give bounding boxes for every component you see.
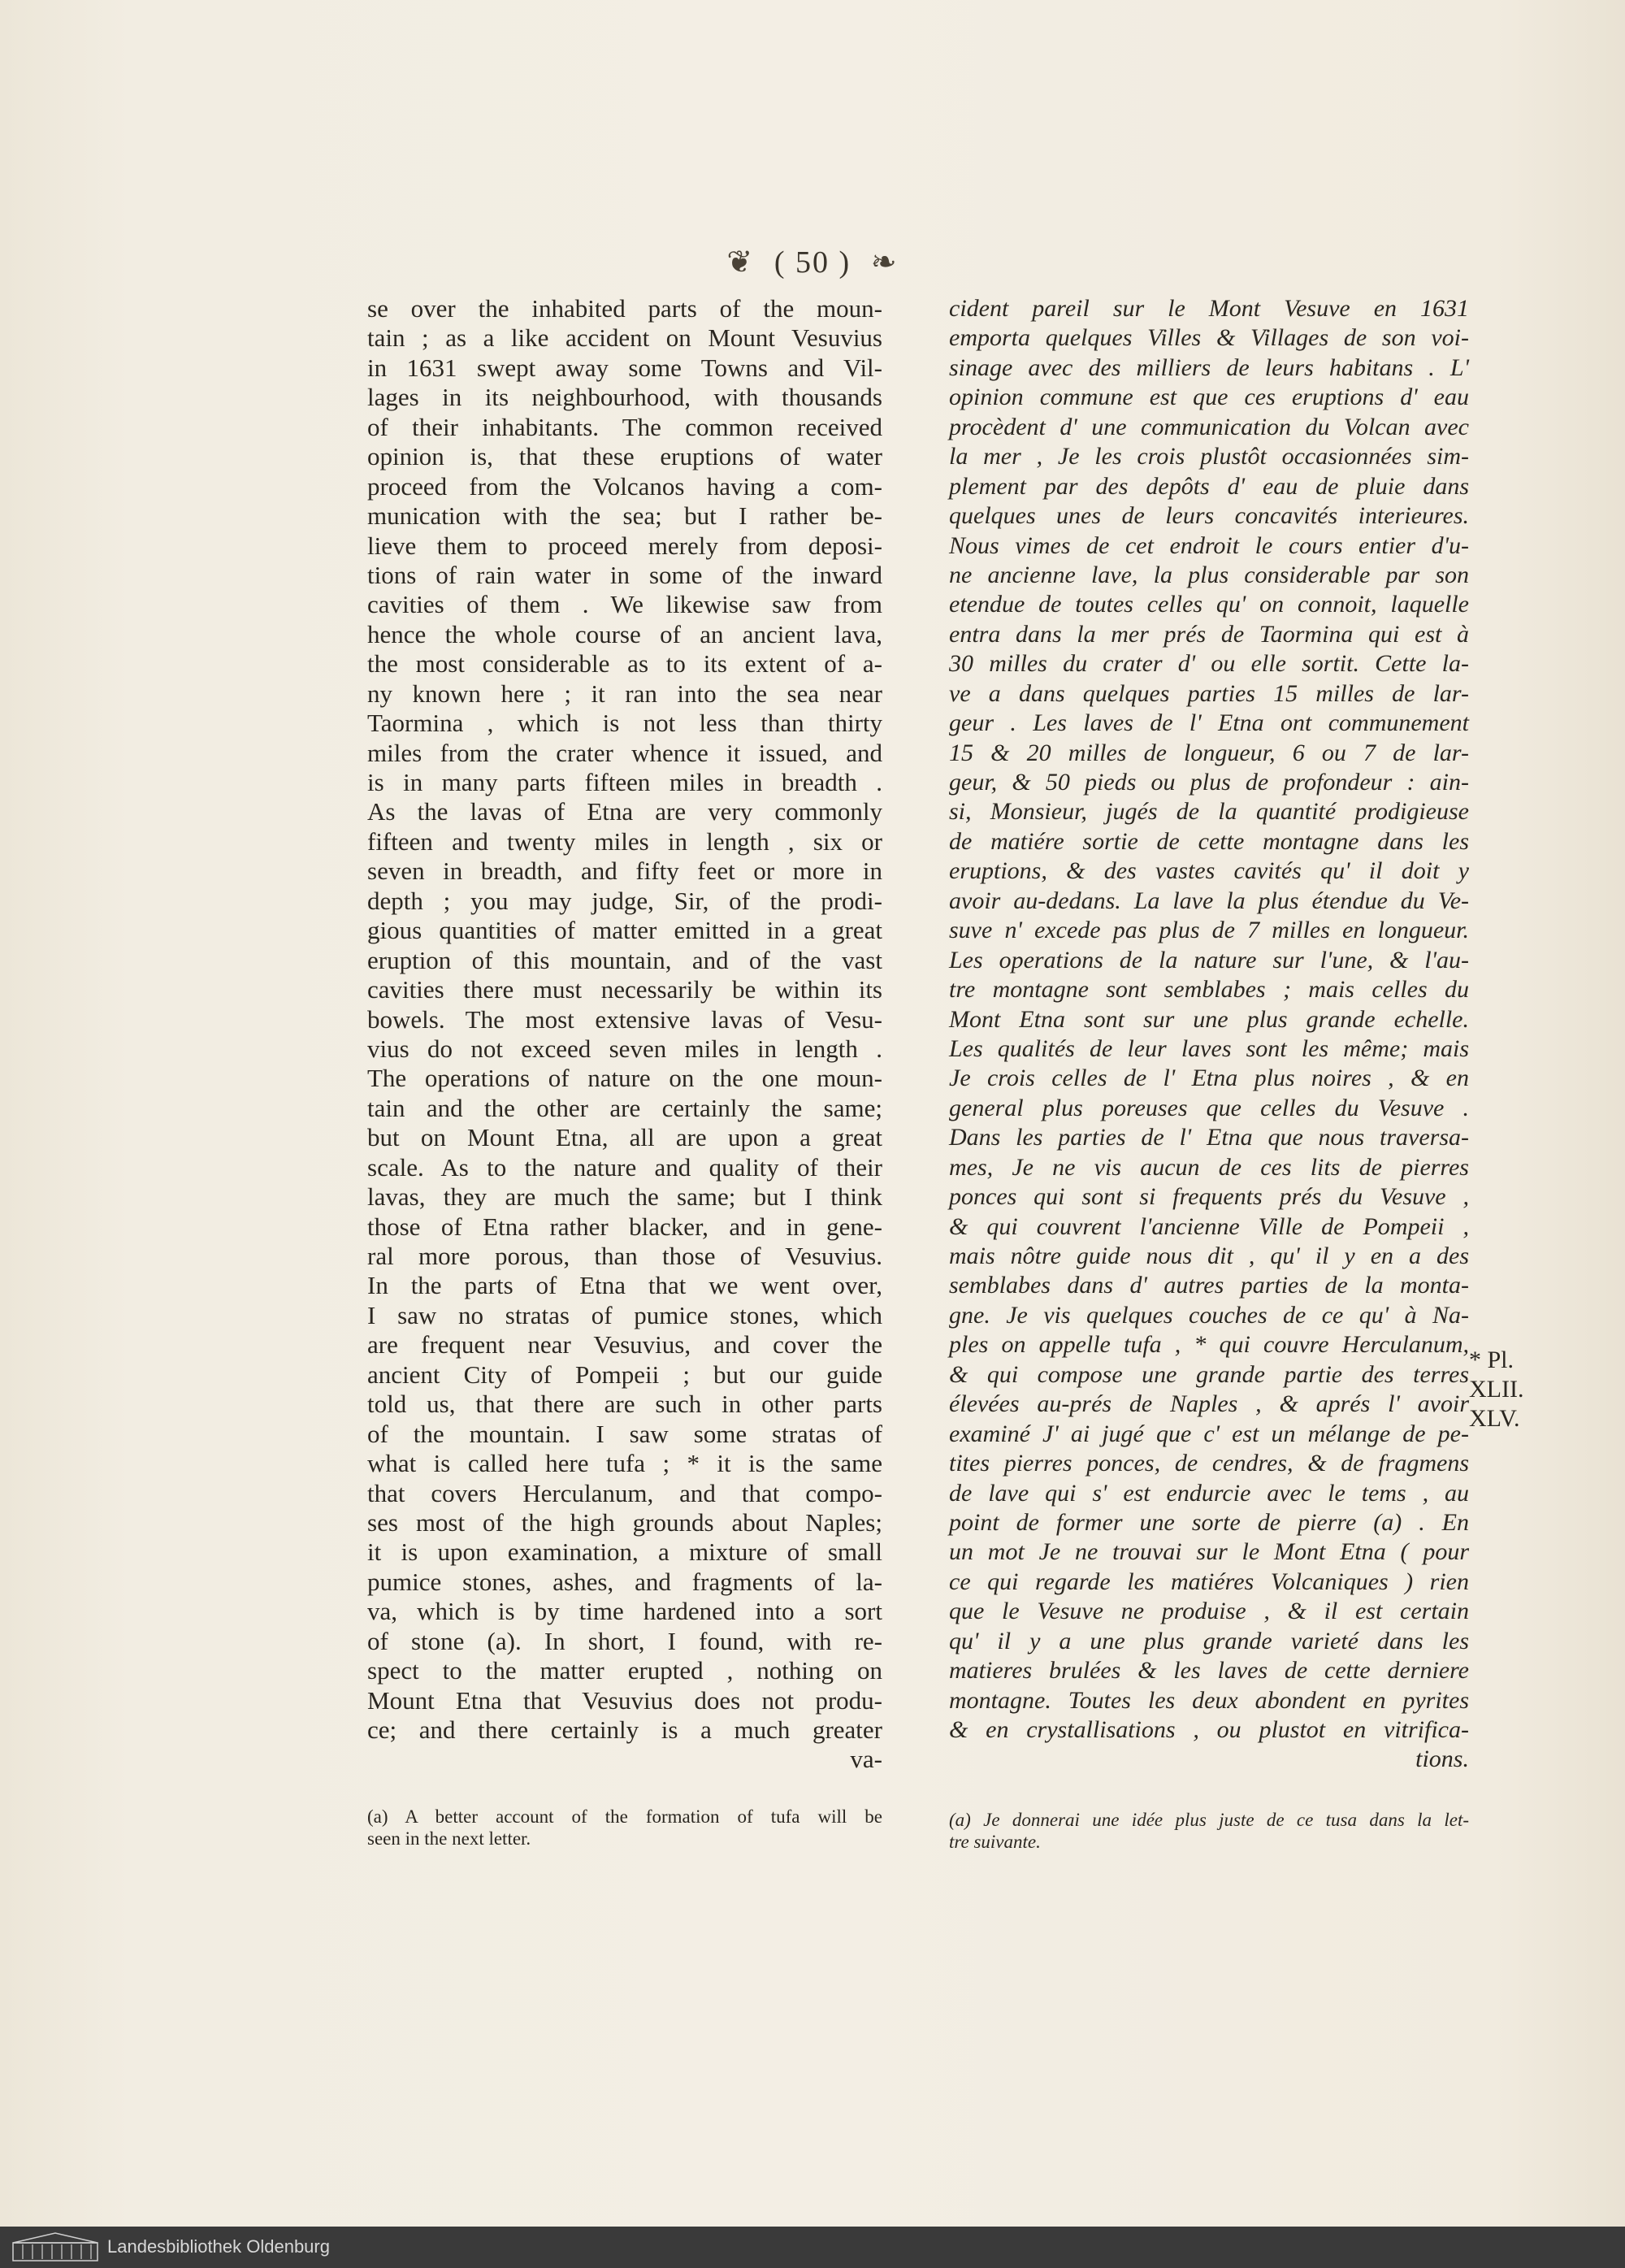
text-line: are frequent near Vesuvius, and cover the (367, 1330, 882, 1359)
text-line: se over the inhabited parts of the moun- (367, 294, 882, 323)
text-line: semblabes dans d' autres parties de la monta- (949, 1272, 1469, 1299)
margin-note-line: * Pl. (1469, 1346, 1514, 1373)
text-line: 15 & 20 milles de longueur, 6 ou 7 de lar- (949, 739, 1469, 766)
text-line: suve n' excede pas plus de 7 milles en longueur. (949, 917, 1469, 944)
text-line: lieve them to proceed merely from deposi- (367, 531, 882, 560)
footnote-line: (a) A better account of the formation of tufa will be (367, 1806, 882, 1827)
text-line: si, Monsieur, jugés de la quantité prodigieuse (949, 798, 1469, 826)
text-line: tain and the other are certainly the same; (367, 1093, 882, 1122)
text-line: ponces qui sont si frequents prés du Vesuve , (949, 1183, 1469, 1211)
text-line: Les qualités de leur laves sont les même; mais (949, 1034, 1469, 1062)
text-line: ce qui regarde les matiéres Volcaniques ) rien (949, 1568, 1469, 1595)
text-line: ancient City of Pompeii ; but our guide (367, 1359, 882, 1389)
text-line: spect to the matter erupted , nothing on (367, 1656, 882, 1685)
text-line: ples on appelle tufa , * qui couvre Herculanum, (949, 1331, 1469, 1359)
text-line: tites pierres ponces, de cendres, & de fragmens (949, 1450, 1469, 1477)
text-line: matieres brulées & les laves de cette derniere (949, 1657, 1469, 1685)
footnote-line: tre suivante. (949, 1832, 1041, 1852)
text-line: proceed from the Volcanos having a com- (367, 471, 882, 501)
text-line: cavities there must necessarily be within its (367, 975, 882, 1004)
text-line: of the mountain. I saw some stratas of (367, 1419, 882, 1448)
french-column (949, 294, 1469, 1775)
text-line: ny known here ; it ran into the sea near (367, 679, 882, 708)
text-line: mes, Je ne vis aucun de ces lits de pierres (949, 1153, 1469, 1181)
page-number: ( 50 ) (774, 245, 852, 280)
text-line: ce; and there certainly is a much greater (367, 1715, 882, 1744)
text-line: those of Etna rather blacker, and in gene- (367, 1212, 882, 1241)
text-line: eruptions, & des vastes cavités qu' il doit y (949, 857, 1469, 885)
text-line: In the parts of Etna that we went over, (367, 1271, 882, 1300)
text-line: tions of rain water in some of the inward (367, 560, 882, 589)
text-line: pumice stones, ashes, and fragments of la- (367, 1567, 882, 1596)
text-line: avoir au-dedans. La lave la plus étendue du Ve- (949, 887, 1469, 914)
text-line: I saw no stratas of pumice stones, which (367, 1300, 882, 1329)
text-line: va, which is by time hardened into a sort (367, 1597, 882, 1626)
french-footnote (949, 1809, 1469, 1853)
page-header (0, 244, 1625, 280)
text-line: plement par des depôts d' eau de pluie dans (949, 472, 1469, 500)
text-line: emporta quelques Villes & Villages de son voi- (949, 324, 1469, 352)
text-line: Mount Etna that Vesuvius does not produ- (367, 1685, 882, 1715)
text-line: Dans les parties de l' Etna que nous traversa- (949, 1124, 1469, 1151)
text-line: the most considerable as to its extent of a- (367, 649, 882, 679)
text-line: procèdent d' une communication du Volcan avec (949, 413, 1469, 440)
library-name: Landesbibliothek Oldenburg (107, 2236, 330, 2257)
text-line: it is upon examination, a mixture of small (367, 1537, 882, 1567)
plate-reference-note (1469, 1346, 1542, 1433)
text-line: in 1631 swept away some Towns and Vil- (367, 353, 882, 382)
text-line: lages in its neighbourhood, with thousands (367, 383, 882, 412)
text-line: de matiére sortie de cette montagne dans les (949, 827, 1469, 855)
text-line: entra dans la mer prés de Taormina qui est à (949, 620, 1469, 648)
text-line: Nous vimes de cet endroit le cours entier d'u- (949, 531, 1469, 559)
text-line: etendue de toutes celles qu' on connoit, laquelle (949, 591, 1469, 618)
text-line: que le Vesuve ne produise , & il est certain (949, 1598, 1469, 1625)
text-line: depth ; you may judge, Sir, of the prodi- (367, 886, 882, 915)
text-line: montagne. Toutes les deux abondent en pyrites (949, 1686, 1469, 1714)
text-line: The operations of nature on the one moun- (367, 1064, 882, 1093)
text-line: Taormina , which is not less than thirty (367, 709, 882, 738)
footnote-line: seen in the next letter. (367, 1828, 531, 1849)
text-line: geur . Les laves de l' Etna ont communement (949, 709, 1469, 737)
text-line: la mer , Je les crois plustôt occasionnées sim- (949, 443, 1469, 471)
text-line: Je crois celles de l' Etna plus noires , & en (949, 1065, 1469, 1092)
text-line: of stone (a). In short, I found, with re- (367, 1626, 882, 1655)
text-line: miles from the crater whence it issued, and (367, 738, 882, 767)
text-line: & qui couvrent l'ancienne Ville de Pompeii , (949, 1212, 1469, 1240)
text-line: seven in breadth, and fifty feet or more in (367, 856, 882, 886)
text-line: qu' il y a une plus grande varieté dans les (949, 1627, 1469, 1654)
text-line: tre montagne sont semblabes ; mais celles du (949, 976, 1469, 1004)
text-line: & en crystallisations , ou plustot en vitrifica- (949, 1716, 1469, 1743)
text-line: is in many parts fifteen miles in breadth . (367, 768, 882, 796)
text-line: Mont Etna sont sur une plus grande echelle. (949, 1005, 1469, 1033)
text-line: mais nôtre guide nous dit , qu' il y en a des (949, 1242, 1469, 1269)
text-line: élevées au-prés de Naples , & aprés l' avoir (949, 1390, 1469, 1418)
text-line: sinage avec des milliers de leurs habitans . L' (949, 353, 1469, 381)
text-line: un mot Je ne trouvai sur le Mont Etna ( pour (949, 1538, 1469, 1566)
text-line: eruption of this mountain, and of the vast (367, 945, 882, 974)
text-line: lavas, they are much the same; but I think (367, 1182, 882, 1212)
text-line: that covers Herculanum, and that compo- (367, 1478, 882, 1507)
text-line: cavities of them . We likewise saw from (367, 590, 882, 619)
footnote-line: (a) Je donnerai une idée plus juste de ce tusa dans la let- (949, 1810, 1469, 1830)
text-line: tain ; as a like accident on Mount Vesuvius (367, 323, 882, 353)
text-line: va- (850, 1745, 882, 1774)
text-line: opinion commune est que ces eruptions d' eau (949, 384, 1469, 411)
text-line: cident pareil sur le Mont Vesuve en 1631 (949, 295, 1469, 322)
fleuron-left-icon: ❦ (726, 245, 755, 280)
text-line: bowels. The most extensive lavas of Vesu- (367, 1004, 882, 1034)
text-line: As the lavas of Etna are very commonly (367, 797, 882, 826)
text-line: munication with the sea; but I rather be- (367, 501, 882, 531)
text-line: of their inhabitants. The common received (367, 412, 882, 441)
english-footnote (367, 1806, 882, 1850)
text-line: scale. As to the nature and quality of their (367, 1152, 882, 1182)
viewer-footer (0, 2227, 1625, 2268)
text-line: gious quantities of matter emitted in a great (367, 916, 882, 945)
text-line: tions. (1415, 1745, 1469, 1773)
text-line: what is called here tufa ; * it is the same (367, 1449, 882, 1478)
fleuron-right-icon: ❧ (870, 245, 899, 280)
text-line: opinion is, that these eruptions of water (367, 442, 882, 471)
text-line: hence the whole course of an ancient lava, (367, 619, 882, 648)
text-line: but on Mount Etna, all are upon a great (367, 1123, 882, 1152)
text-line: quelques unes de leurs concavités interieures. (949, 502, 1469, 530)
text-line: 30 milles du crater d' ou elle sortit. Cette la- (949, 650, 1469, 678)
text-line: ne ancienne lave, la plus considerable par son (949, 561, 1469, 588)
library-building-icon (11, 2231, 99, 2262)
text-line: Les operations de la nature sur l'une, & l'au- (949, 946, 1469, 974)
text-line: fifteen and twenty miles in length , six or (367, 826, 882, 856)
text-line: & qui compose une grande partie des terres (949, 1360, 1469, 1388)
text-line: ral more porous, than those of Vesuvius. (367, 1242, 882, 1270)
text-line: told us, that there are such in other parts (367, 1390, 882, 1419)
text-line: geur, & 50 pieds ou plus de profondeur : ain- (949, 769, 1469, 796)
text-line: vius do not exceed seven miles in length . (367, 1034, 882, 1063)
text-line: de lave qui s' est endurcie avec le tems , au (949, 1479, 1469, 1507)
text-line: ve a dans quelques parties 15 milles de lar- (949, 679, 1469, 707)
text-line: gne. Je vis quelques couches de ce qu' à Na- (949, 1301, 1469, 1329)
text-line: ses most of the high grounds about Naples; (367, 1507, 882, 1537)
margin-note-line: XLII. (1469, 1376, 1524, 1403)
margin-note-line: XLV. (1469, 1405, 1520, 1432)
text-line: examiné J' ai jugé que c' est un mélange de pe- (949, 1420, 1469, 1447)
english-column (367, 294, 882, 1775)
text-line: point de former une sorte de pierre (a) . En (949, 1508, 1469, 1536)
text-line: general plus poreuses que celles du Vesuve . (949, 1094, 1469, 1121)
